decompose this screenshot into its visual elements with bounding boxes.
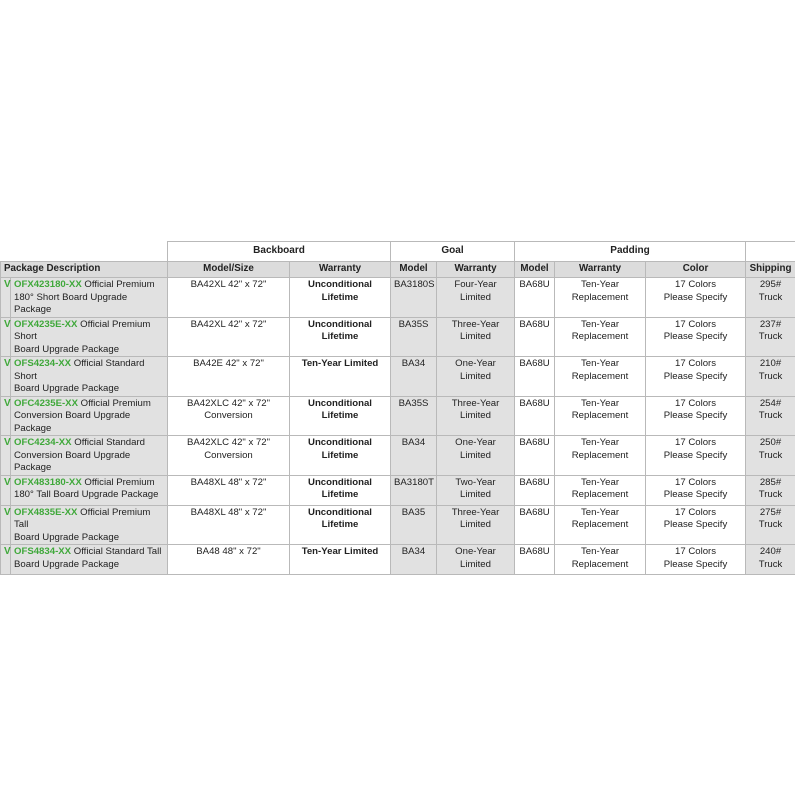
table-row — [1, 545, 795, 575]
line-1: BA48XL 48" x 72" — [190, 476, 267, 488]
line-2: Replacement — [571, 449, 629, 461]
line-1: 17 Colors — [674, 279, 717, 290]
sku-code: OFC4235E-XX — [14, 397, 78, 409]
group-header-row — [1, 242, 795, 262]
description-line-2: Board Upgrade Package — [14, 343, 120, 355]
check-mark-icon: V — [1, 278, 11, 318]
check-mark-icon: V — [1, 475, 11, 505]
shipping-cell — [746, 436, 795, 476]
table-row — [1, 475, 795, 505]
description-line-2: Conversion Board Upgrade Package — [14, 410, 131, 434]
shipping-cell — [746, 475, 795, 505]
padding-model-cell: BA68U — [515, 278, 555, 318]
line-1: BA42XL 42" x 72" — [190, 318, 267, 330]
shipping-cell — [746, 317, 795, 357]
col-header-backboard-warranty: Warranty — [290, 262, 391, 278]
col-header-padding-color: Color — [646, 262, 746, 278]
line-2: Please Specify — [663, 558, 728, 570]
padding-model-cell: BA68U — [515, 436, 555, 476]
package-description-cell — [11, 475, 168, 505]
padding-color-cell — [646, 436, 746, 476]
line-1: 17 Colors — [674, 397, 717, 409]
line-2: Truck — [758, 449, 783, 461]
line-1: Three-Year — [451, 397, 500, 409]
table-row — [1, 396, 795, 436]
line-2: Conversion — [204, 449, 253, 461]
line-1: 250# — [759, 437, 782, 448]
padding-warranty-cell — [555, 396, 646, 436]
check-mark-icon: V — [1, 545, 11, 575]
padding-warranty-cell — [555, 357, 646, 397]
goal-model-cell: BA3180S — [391, 278, 437, 318]
line-1: 285# — [759, 476, 782, 488]
description-line-2: 180° Short Board Upgrade Package — [14, 291, 128, 315]
backboard-warranty-cell: Unconditional Lifetime — [290, 475, 391, 505]
line-1: One-Year Limited — [455, 358, 496, 382]
line-1: 17 Colors — [674, 318, 717, 330]
line-2: Truck — [758, 410, 783, 421]
package-description-cell — [11, 357, 168, 397]
sku-code: OFC4234-XX — [14, 437, 72, 448]
line-2: Please Specify — [663, 331, 728, 342]
col-header-backboard-model: Model/Size — [168, 262, 290, 278]
backboard-warranty-cell: Unconditional Lifetime — [290, 278, 391, 318]
line-2: Please Specify — [663, 519, 728, 530]
padding-model-cell: BA68U — [515, 475, 555, 505]
table-row — [1, 357, 795, 397]
goal-model-cell: BA35S — [391, 396, 437, 436]
description-line-1: Official Premium — [78, 397, 151, 409]
goal-model-cell: BA35 — [391, 505, 437, 545]
padding-model-cell: BA68U — [515, 545, 555, 575]
line-2: Truck — [758, 489, 783, 500]
padding-color-cell — [646, 278, 746, 318]
line-1: 210# — [759, 358, 782, 369]
goal-model-cell: BA3180T — [391, 475, 437, 505]
line-2: Please Specify — [663, 291, 728, 303]
line-1: 17 Colors — [674, 358, 717, 369]
line-2: Replacement — [571, 331, 629, 342]
sku-code: OFX483180-XX — [14, 476, 82, 488]
goal-model-cell: BA35S — [391, 317, 437, 357]
padding-warranty-cell — [555, 475, 646, 505]
table-row — [1, 278, 795, 318]
description-line-2: Board Upgrade Package — [14, 558, 120, 570]
line-1: 295# — [759, 279, 782, 290]
group-header-blank — [1, 242, 168, 262]
description-line-2: Conversion Board Upgrade Package — [14, 449, 131, 473]
line-2: Please Specify — [663, 449, 728, 461]
line-2: Replacement — [571, 370, 629, 382]
padding-warranty-cell — [555, 436, 646, 476]
backboard-warranty-cell: Unconditional Lifetime — [290, 396, 391, 436]
line-1: BA42E 42" x 72" — [193, 358, 264, 369]
line-1: Ten-Year — [580, 279, 620, 290]
description-line-1: Official Standard Short — [14, 358, 145, 382]
line-2: Conversion — [204, 410, 253, 421]
col-header-padding-model: Model — [515, 262, 555, 278]
sku-code: OFX423180-XX — [14, 279, 82, 290]
line-1: Three-Year — [451, 506, 500, 518]
line-1: 275# — [759, 506, 782, 518]
goal-model-cell: BA34 — [391, 357, 437, 397]
line-1: BA42XL 42" x 72" — [190, 279, 267, 290]
backboard-warranty-cell: Ten-Year Limited — [290, 545, 391, 575]
col-header-shipping: Shipping — [746, 262, 795, 278]
line-2: Limited — [460, 331, 491, 342]
backboard-model-cell — [168, 436, 290, 476]
padding-warranty-cell — [555, 545, 646, 575]
backboard-model-cell — [168, 545, 290, 575]
line-2: Please Specify — [663, 370, 728, 382]
check-mark-icon: V — [1, 396, 11, 436]
sku-code: OFS4234-XX — [14, 358, 72, 369]
backboard-model-cell — [168, 505, 290, 545]
line-2: Truck — [758, 519, 783, 530]
goal-warranty-cell — [437, 545, 515, 575]
goal-model-cell: BA34 — [391, 545, 437, 575]
padding-warranty-cell — [555, 505, 646, 545]
goal-model-cell: BA34 — [391, 436, 437, 476]
description-line-2: 180° Tall Board Upgrade Package — [14, 489, 159, 500]
padding-color-cell — [646, 396, 746, 436]
goal-warranty-cell — [437, 357, 515, 397]
padding-model-cell: BA68U — [515, 505, 555, 545]
package-description-cell — [11, 436, 168, 476]
line-1: One-Year Limited — [455, 546, 496, 570]
line-1: Ten-Year — [580, 437, 620, 448]
padding-color-cell — [646, 357, 746, 397]
backboard-model-cell — [168, 396, 290, 436]
padding-warranty-cell — [555, 278, 646, 318]
line-1: 254# — [759, 397, 782, 409]
package-description-cell — [11, 545, 168, 575]
table-row — [1, 436, 795, 476]
goal-warranty-cell — [437, 396, 515, 436]
table-row — [1, 505, 795, 545]
line-2: Replacement — [571, 519, 629, 530]
line-1: BA48 48" x 72" — [196, 546, 261, 557]
line-1: 237# — [759, 318, 782, 330]
line-1: Ten-Year — [580, 506, 620, 518]
col-header-description: Package Description — [1, 262, 168, 278]
line-1: BA42XLC 42" x 72" — [186, 397, 271, 409]
package-description-cell — [11, 278, 168, 318]
line-1: Ten-Year — [580, 318, 620, 330]
backboard-model-cell — [168, 317, 290, 357]
check-mark-icon: V — [1, 317, 11, 357]
line-1: BA42XLC 42" x 72" — [186, 437, 271, 448]
line-1: Ten-Year — [580, 358, 620, 369]
col-header-padding-warranty: Warranty — [555, 262, 646, 278]
line-1: 17 Colors — [674, 506, 717, 518]
line-2: Truck — [758, 370, 783, 382]
description-line-1: Official Standard Tall — [71, 546, 162, 557]
description-line-1: Official Premium Tall — [14, 506, 151, 530]
group-header-shipping-blank — [746, 242, 795, 262]
line-2: Replacement — [571, 558, 629, 570]
padding-model-cell: BA68U — [515, 357, 555, 397]
description-line-2: Board Upgrade Package — [14, 531, 120, 543]
line-2: Limited — [460, 519, 491, 530]
line-1: Two-Year Limited — [455, 476, 496, 500]
line-2: Please Specify — [663, 489, 728, 500]
backboard-model-cell — [168, 357, 290, 397]
sku-code: OFS4834-XX — [14, 546, 72, 557]
package-description-cell — [11, 505, 168, 545]
line-2: Replacement — [571, 489, 629, 500]
shipping-cell — [746, 396, 795, 436]
backboard-warranty-cell: Unconditional Lifetime — [290, 505, 391, 545]
line-1: 17 Colors — [674, 437, 717, 448]
backboard-warranty-cell: Unconditional Lifetime — [290, 436, 391, 476]
group-header-padding: Padding — [515, 242, 746, 262]
line-1: Four-Year Limited — [454, 279, 497, 303]
line-1: One-Year Limited — [455, 437, 496, 461]
line-1: Three-Year — [451, 318, 500, 330]
padding-color-cell — [646, 317, 746, 357]
column-header-row — [1, 262, 795, 278]
padding-color-cell — [646, 505, 746, 545]
line-2: Truck — [758, 291, 783, 303]
backboard-model-cell — [168, 475, 290, 505]
line-2: Replacement — [571, 410, 629, 421]
line-1: 17 Colors — [674, 476, 717, 488]
line-1: 240# — [759, 546, 782, 557]
goal-warranty-cell — [437, 475, 515, 505]
line-2: Truck — [758, 331, 783, 342]
package-description-cell — [11, 396, 168, 436]
goal-warranty-cell — [437, 278, 515, 318]
line-2: Limited — [460, 410, 491, 421]
package-spec-table — [0, 241, 795, 575]
col-header-goal-warranty: Warranty — [437, 262, 515, 278]
col-header-goal-model: Model — [391, 262, 437, 278]
sku-code: OFX4235E-XX — [14, 318, 78, 330]
padding-model-cell: BA68U — [515, 317, 555, 357]
line-1: Ten-Year — [580, 546, 620, 557]
description-line-1: Official Premium Short — [14, 318, 151, 342]
shipping-cell — [746, 545, 795, 575]
package-description-cell — [11, 317, 168, 357]
padding-model-cell: BA68U — [515, 396, 555, 436]
spec-table-container — [0, 241, 795, 575]
group-header-goal: Goal — [391, 242, 515, 262]
shipping-cell — [746, 505, 795, 545]
padding-color-cell — [646, 545, 746, 575]
goal-warranty-cell — [437, 505, 515, 545]
check-mark-icon: V — [1, 357, 11, 397]
line-1: Ten-Year — [580, 397, 620, 409]
description-line-1: Official Standard — [71, 437, 146, 448]
shipping-cell — [746, 278, 795, 318]
line-1: 17 Colors — [674, 546, 717, 557]
line-1: BA48XL 48" x 72" — [190, 506, 267, 518]
backboard-model-cell — [168, 278, 290, 318]
description-line-1: Official Premium — [81, 476, 155, 488]
check-mark-icon: V — [1, 436, 11, 476]
line-2: Replacement — [571, 291, 629, 303]
sku-code: OFX4835E-XX — [14, 506, 78, 518]
line-2: Truck — [758, 558, 783, 570]
backboard-warranty-cell: Unconditional Lifetime — [290, 317, 391, 357]
goal-warranty-cell — [437, 317, 515, 357]
line-2: Please Specify — [663, 410, 728, 421]
description-line-1: Official Premium — [81, 279, 155, 290]
shipping-cell — [746, 357, 795, 397]
description-line-2: Board Upgrade Package — [14, 383, 120, 394]
line-1: Ten-Year — [580, 476, 620, 488]
goal-warranty-cell — [437, 436, 515, 476]
check-mark-icon: V — [1, 505, 11, 545]
backboard-warranty-cell: Ten-Year Limited — [290, 357, 391, 397]
padding-warranty-cell — [555, 317, 646, 357]
group-header-backboard: Backboard — [168, 242, 391, 262]
table-row — [1, 317, 795, 357]
padding-color-cell — [646, 475, 746, 505]
